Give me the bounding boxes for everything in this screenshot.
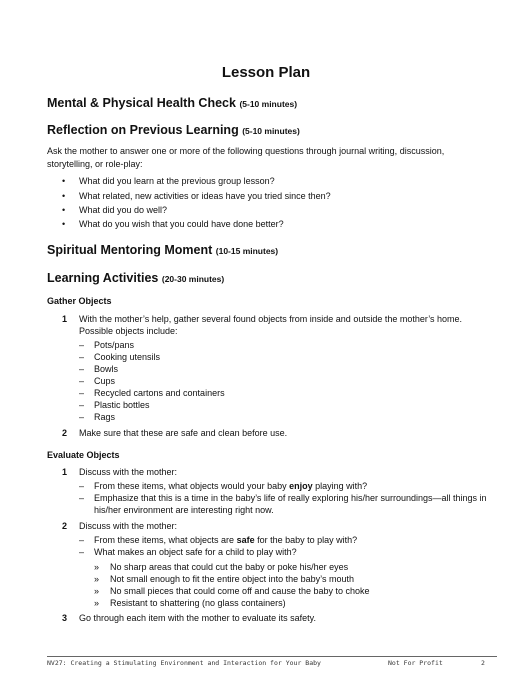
evaluate-item-2-text: Discuss with the mother:: [79, 521, 178, 531]
bullet-marker: •: [62, 191, 66, 201]
object-item: Plastic bottles: [94, 400, 150, 410]
reflection-bullet-1: [62, 175, 65, 188]
chevron-marker: »: [94, 586, 100, 596]
sub-text: for the baby to play with?: [254, 535, 358, 545]
safety-criterion: Not small enough to fit the entire object into the baby’s mouth: [110, 574, 354, 584]
reflection-intro-line-1: Ask the mother to answer one or more of the following questions through journal writing, discussion,: [47, 146, 445, 156]
evaluate-item-1-sub-1: [94, 480, 496, 492]
footer-page-number: 2: [481, 659, 485, 667]
dash-marker: –: [79, 481, 85, 491]
gather-item-2-text: Make sure that these are safe and clean before use.: [79, 428, 288, 438]
evaluate-item-3-text: Go through each item with the mother to evaluate its safety.: [79, 613, 316, 623]
safety-criterion: Resistant to shattering (no glass containers): [110, 598, 286, 608]
safety-criterion: No sharp areas that could cut the baby or poke his/her eyes: [110, 562, 349, 572]
heading-gather-objects: Gather Objects: [47, 296, 112, 306]
footer-document-title: NV27: Creating a Stimulating Environment and Interaction for Your Baby: [47, 659, 321, 667]
object-item: Rags: [94, 412, 116, 422]
heading-health-check-duration: (5-10 minutes): [239, 99, 298, 109]
evaluate-item-2-sub-2: What makes an object safe for a child to play with?: [94, 547, 297, 557]
gather-item-1-line-2: Possible objects include:: [79, 326, 178, 336]
evaluate-item-1-sub-2-line-1: Emphasize that this is a time in the baby’s life of really exploring his/her surroundings—all things in: [94, 493, 487, 503]
sub-text: From these items, what objects are: [94, 535, 237, 545]
evaluate-item-2-number: 2: [62, 521, 68, 531]
heading-learning-text: Learning Activities: [47, 271, 159, 285]
heading-spiritual: [47, 243, 278, 257]
sub-text: playing with?: [312, 481, 368, 491]
safety-criterion: No small pieces that could come off and cause the baby to choke: [110, 586, 370, 596]
bullet-marker: •: [62, 176, 66, 186]
heading-health-check: [47, 96, 297, 110]
reflection-bullet-3: [62, 204, 65, 217]
bullet-marker: •: [62, 219, 66, 229]
heading-reflection-duration: (5-10 minutes): [242, 126, 300, 136]
evaluate-item-1-sub-2-line-2: his/her environment are interesting right now.: [94, 505, 274, 515]
object-item: Cooking utensils: [94, 352, 161, 362]
heading-spiritual-duration: (10-15 minutes): [215, 246, 279, 256]
dash-marker: –: [79, 400, 85, 410]
chevron-marker: »: [94, 598, 100, 608]
footer-not-for-profit: Not For Profit: [388, 659, 443, 667]
footer-divider: [47, 656, 497, 657]
gather-item-1-line-1: With the mother’s help, gather several found objects from inside and outside the mother’s home.: [79, 314, 463, 324]
evaluate-item-1-text: Discuss with the mother:: [79, 467, 178, 477]
object-item: Pots/pans: [94, 340, 135, 350]
reflection-bullet-2-text: What related, new activities or ideas have you tried since then?: [79, 191, 331, 201]
evaluate-item-2-sub-1: [94, 534, 496, 546]
dash-marker: –: [79, 412, 85, 422]
reflection-bullet-4-text: What do you wish that you could have done better?: [79, 219, 284, 229]
heading-learning-duration: (20-30 minutes): [161, 274, 225, 284]
heading-reflection-text: Reflection on Previous Learning: [47, 123, 239, 137]
heading-evaluate-objects: Evaluate Objects: [47, 450, 120, 460]
heading-learning-activities: [47, 271, 224, 285]
chevron-marker: »: [94, 574, 100, 584]
page-title: Lesson Plan: [221, 64, 311, 81]
emphasis-enjoy: enjoy: [289, 481, 313, 491]
dash-marker: –: [79, 547, 85, 557]
sub-text: From these items, what objects would your baby: [94, 481, 290, 491]
dash-marker: –: [79, 340, 85, 350]
chevron-marker: »: [94, 562, 100, 572]
emphasis-safe: safe: [236, 535, 255, 545]
heading-reflection: [47, 123, 300, 137]
reflection-intro-line-2: storytelling, or role-play:: [47, 159, 143, 169]
reflection-bullet-1-text: What did you learn at the previous group lesson?: [79, 176, 275, 186]
bullet-marker: •: [62, 205, 66, 215]
heading-health-check-text: Mental & Physical Health Check: [47, 96, 236, 110]
dash-marker: –: [79, 352, 85, 362]
reflection-bullet-2: [62, 190, 65, 203]
heading-spiritual-text: Spiritual Mentoring Moment: [47, 243, 213, 257]
gather-item-1-number: 1: [62, 314, 68, 324]
dash-marker: –: [79, 364, 85, 374]
gather-item-2-number: 2: [62, 428, 68, 438]
object-item: Cups: [94, 376, 116, 386]
dash-marker: –: [79, 535, 85, 545]
object-item: Recycled cartons and containers: [94, 388, 225, 398]
evaluate-item-1-number: 1: [62, 467, 68, 477]
dash-marker: –: [79, 493, 85, 503]
object-item: Bowls: [94, 364, 119, 374]
reflection-bullet-4: [62, 218, 65, 231]
dash-marker: –: [79, 388, 85, 398]
evaluate-item-3-number: 3: [62, 613, 68, 623]
reflection-bullet-3-text: What did you do well?: [79, 205, 168, 215]
dash-marker: –: [79, 376, 85, 386]
